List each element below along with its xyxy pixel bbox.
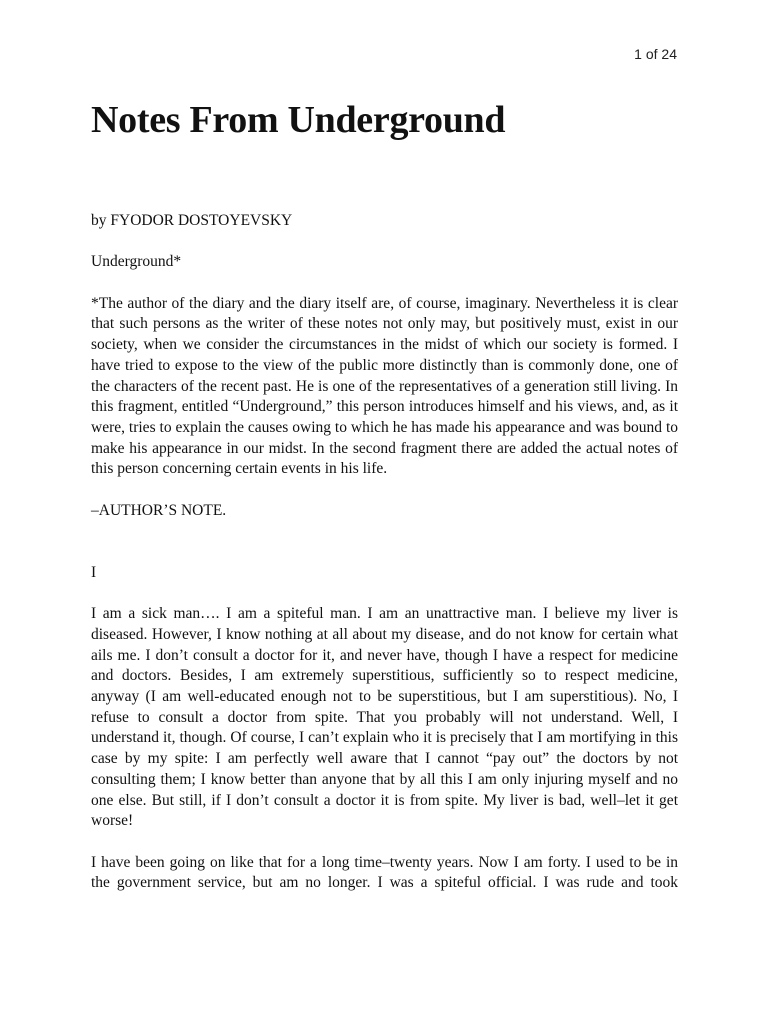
section-spacer [91, 542, 678, 563]
body-paragraph: I have been going on like that for a long time–twenty years. Now I am forty. I used to be in the government service, but am no longer. I was a spiteful official. I was rude and took [91, 853, 678, 892]
author-note: –AUTHOR’S NOTE. [91, 501, 227, 519]
document-title: Notes From Underground [91, 99, 506, 141]
chapter-heading: I [91, 563, 97, 581]
page-counter: 1 of 24 [634, 46, 677, 62]
author-footnote: *The author of the diary and the diary itself are, of course, imaginary. Nevertheless it is clear that such persons as the writer of these notes not only may, but positively must, exist in our society, when we consider the circumstances in the midst of which our society is formed. I have tried to expose to the view of the public more distinctly than is commonly done, one of the characters of the recent past. He is one of the representatives of a generation still living. In this fragment, entitled “Underground,” this person introduces himself and his views, and, as it were, tries to explain the causes owing to which he has made his appearance and was bound to make his appearance in our midst. In the second fragment there are added the actual notes of this person concerning certain events in his life. [91, 294, 678, 478]
byline: by FYODOR DOSTOYEVSKY [91, 212, 293, 229]
subtitle: Underground* [91, 253, 182, 271]
body-paragraph: I am a sick man…. I am a spiteful man. I am an unattractive man. I believe my liver is diseased. However, I know nothing at all about my disease, and do not know for certain what ails me. I don’t consult a doctor for it, and never have, though I have a respect for medicine and doctors. Besides, I am extremely superstitious, sufficiently so to respect medicine, anyway (I am well-educated enough not to be superstitious, but I am superstitious). No, I refuse to consult a doctor from spite. That you probably will not understand. Well, I understand it, though. Of course, I can’t explain who it is precisely that I am mortifying in this case by my spite: I am perfectly well aware that I cannot “pay out” the doctors by not consulting them; I know better than anyone that by all this I am only injuring myself and no one else. But still, if I don’t consult a doctor it is from spite. My liver is bad, well–let it get worse! [91, 605, 678, 830]
document-body [91, 96, 678, 915]
